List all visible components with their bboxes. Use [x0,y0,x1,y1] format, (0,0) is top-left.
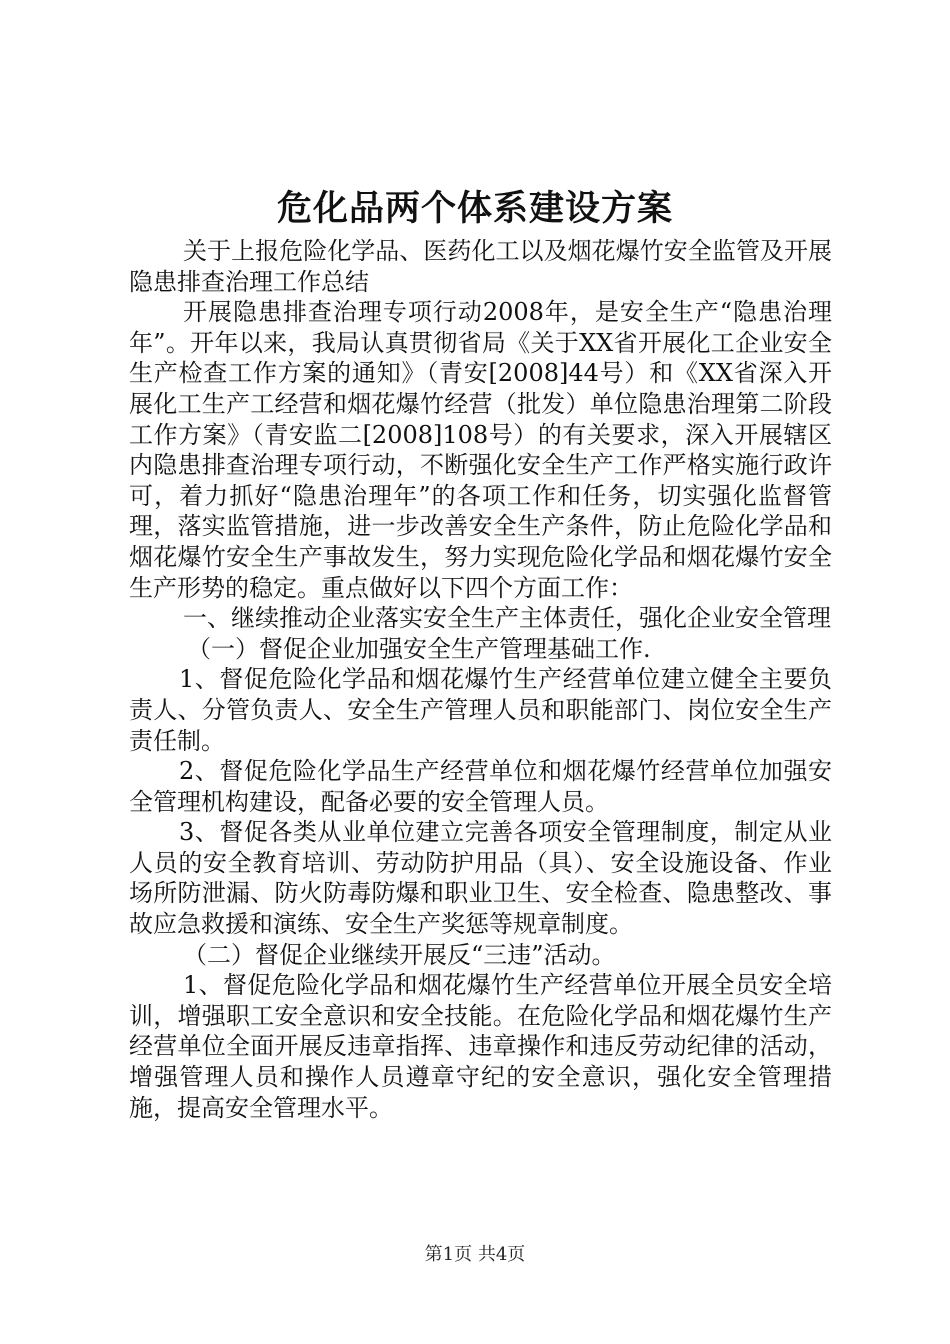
document-body [129,236,832,1123]
paragraph-subsection-one-heading: （一）督促企业加强安全生产管理基础工作. [187,634,651,663]
paragraph-item-1: 1、督促危险化学品和烟花爆竹生产经营单位建立健全主要负责人、分管负责人、安全生产管理人员和职能部门、岗位安全生产责任制。 [129,665,832,755]
paragraph-section-one-heading: 一、继续推动企业落实安全生产主体责任，强化企业安全管理 [183,604,831,633]
paragraph-item-3: 3、督促各类从业单位建立完善各项安全管理制度，制定从业人员的安全教育培训、劳动防护用品（具）、安全设施设备、作业场所防泄漏、防火防毒防爆和职业卫生、安全检查、隐患整改、事故应急救援和演练、安全生产奖惩等规章制度。 [129,818,832,939]
paragraph-subsection-two-item-1: 1、督促危险化学品和烟花爆竹生产经营单位开展全员安全培训，增强职工安全意识和安全技能。在危险化学品和烟花爆竹生产经营单位全面开展反违章指挥、违章操作和违反劳动纪律的活动，增强管理人员和操作人员遵章守纪的安全意识，强化安全管理措施，提高安全管理水平。 [129,971,832,1122]
page-footer: 第1页 共4页 [424,1244,526,1265]
paragraph-subsection-two-heading: （二）督促企业继续开展反“三违”活动。 [183,940,616,969]
document-title: 危化品两个体系建设方案 [276,188,673,229]
paragraph-intro: 开展隐患排查治理专项行动2008年，是安全生产“隐患治理年”。开年以来，我局认真贯彻省局《关于XX省开展化工企业安全生产检查工作方案的通知》（青安[2008]44号）和《XX省深入开展化工生产工经营和烟花爆竹经营（批发）单位隐患治理第二阶段工作方案》（青安监二[2008]108号）的有关要求，深入开展辖区内隐患排查治理专项行动，不断强化安全生产工作严格实施行政许可，着力抓好“隐患治理年”的各项工作和任务，切实强化监督管理，落实监管措施，进一步改善安全生产条件，防止危险化学品和烟花爆竹安全生产事故发生，努力实现危险化学品和烟花爆竹安全生产形势的稳定。重点做好以下四个方面工作： [129,298,832,602]
paragraph-report-heading: 关于上报危险化学品、医药化工以及烟花爆竹安全监管及开展隐患排查治理工作总结 [129,237,832,296]
paragraph-item-2: 2、督促危险化学品生产经营单位和烟花爆竹经营单位加强安全管理机构建设，配备必要的安全管理人员。 [129,757,832,816]
